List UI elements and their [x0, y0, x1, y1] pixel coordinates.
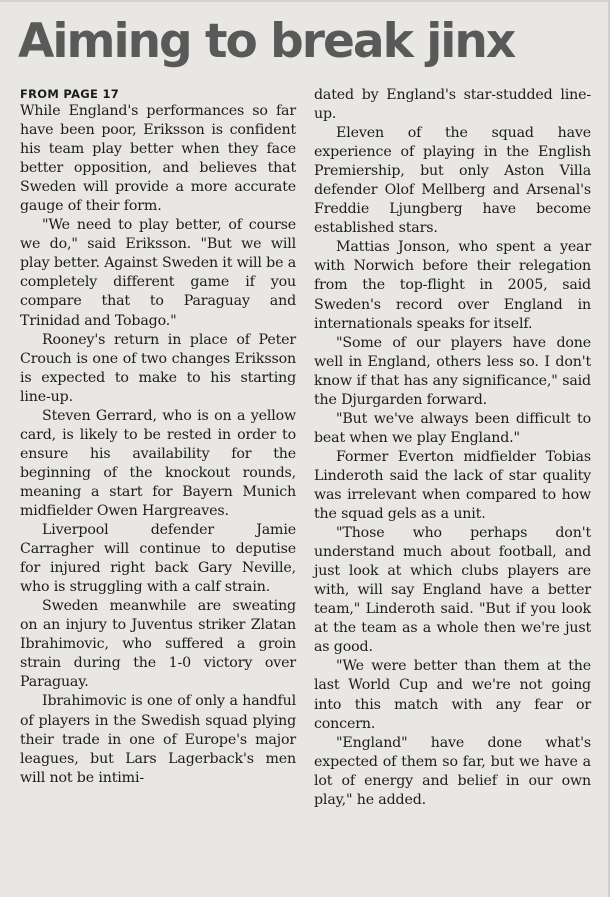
left-column	[20, 86, 296, 788]
paragraph: "But we've always been difficult to beat when we play England."	[314, 410, 591, 446]
paragraph: Steven Gerrard, who is on a yellow card, is likely to be rested in order to ensure his availability for the beginning of the knockout rounds, meaning a start for Bayern Munich midfielder Owen Hargreaves.	[20, 407, 296, 519]
paragraph: Ibrahimovic is one of only a handful of players in the Swedish squad plying their trade in one of Europe's major leagues, but Lars Lagerback's men will not be intimi-	[20, 693, 296, 786]
kicker: FROM PAGE 17	[20, 87, 120, 101]
paragraph: Liverpool defender Jamie Carragher will continue to deputise for injured right back Gary Neville, who is struggling with a calf strain.	[20, 522, 296, 596]
paragraph: dated by England's star-studded line-up.	[314, 87, 591, 123]
paragraph: "England" have done what's expected of them so far, but we have a lot of energy and belief in our own play," he added.	[314, 734, 591, 808]
headline: Aiming to break jinx	[18, 14, 515, 69]
paragraph: "Some of our players have done well in England, others less so. I don't know if that has any significance," said the Djurgarden forward.	[314, 334, 591, 408]
paragraph: Former Everton midfielder Tobias Linderoth said the lack of star quality was irrelevant when compared to how the squad gels as a unit.	[314, 448, 591, 523]
paragraph: "We were better than them at the last World Cup and we're not going into this match with any fear or concern.	[314, 658, 591, 732]
paragraph: "We need to play better, of course we do," said Eriksson. "But we will play better. Against Sweden it will be a completely different game if you compare that to Paraguay and Trinidad and Tobago."	[20, 217, 296, 329]
right-column	[314, 86, 591, 810]
paragraph: Mattias Jonson, who spent a year with Norwich before their relegation from the top-flight in 2005, said Sweden's record over England in internationals speaks for itself.	[314, 239, 591, 332]
paragraph: While England's performances so far have been poor, Eriksson is confident his team play better when they face better opposition, and believes that Sweden will provide a more accurate gauge of their form.	[20, 103, 296, 215]
paragraph: "Those who perhaps don't understand much about football, and just look at which clubs players are with, will say England have a better team," Linderoth said. "But if you look at the team as a whole then we're just as good.	[314, 525, 591, 656]
paragraph: Rooney's return in place of Peter Crouch is one of two changes Eriksson is expected to make to his starting line-up.	[20, 331, 296, 405]
paragraph: Sweden meanwhile are sweating on an injury to Juventus striker Zlatan Ibrahimovic, who suffered a groin strain during the 1-0 victory over Paraguay.	[20, 598, 296, 691]
paragraph: Eleven of the squad have experience of playing in the English Premiership, but only Aston Villa defender Olof Mellberg and Arsenal's Freddie Ljungberg have become established stars.	[314, 125, 591, 237]
top-edge	[0, 0, 610, 2]
